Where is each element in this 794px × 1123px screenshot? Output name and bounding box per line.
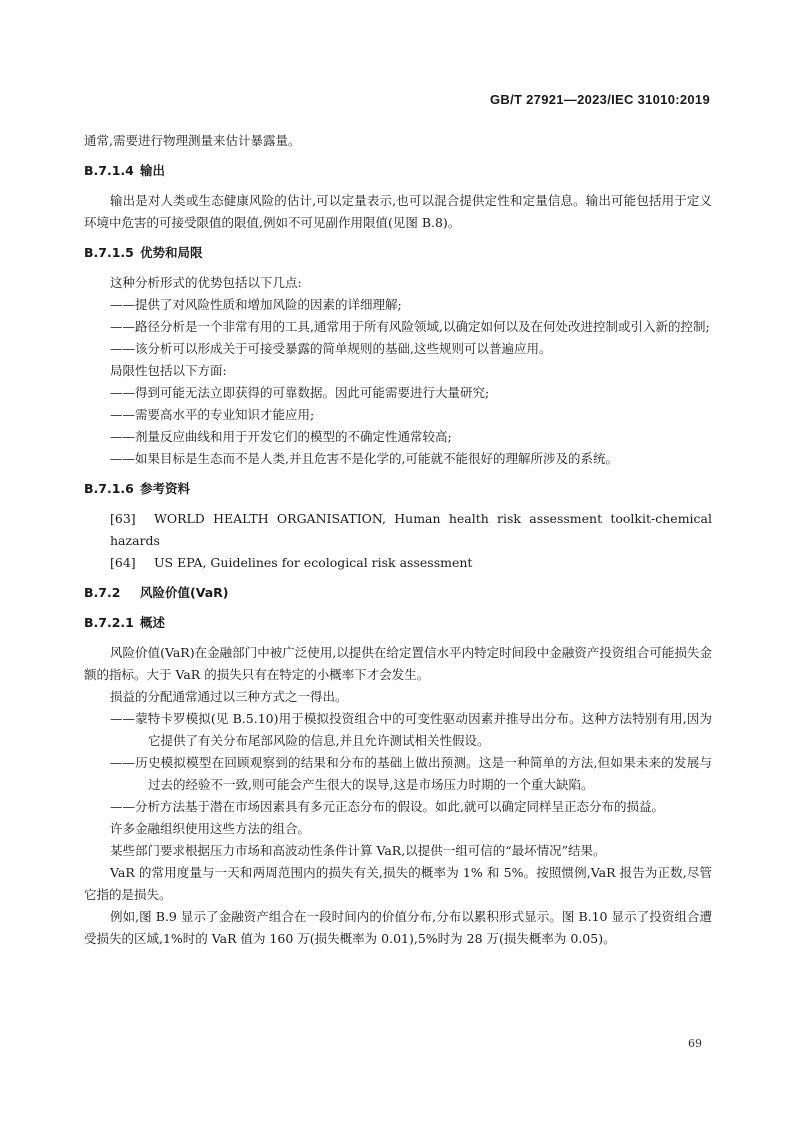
list-item-strength: ——该分析可以形成关于可接受暴露的简单规则的基础,这些规则可以普遍应用。 [110, 341, 552, 356]
heading-number: B.7.2 [84, 585, 121, 600]
page-number: 69 [688, 1037, 702, 1050]
list-item-limit: ——剂量反应曲线和用于开发它们的模型的不确定性通常较高; [110, 429, 452, 444]
heading-b721 [84, 612, 712, 634]
reference-item [84, 508, 712, 552]
standard-number: GB/T 27921—2023/IEC 31010:2019 [489, 92, 710, 107]
heading-title: 参考资料 [140, 481, 191, 496]
heading-title: 概述 [140, 615, 166, 630]
paragraph-var-example: 例如,图 B.9 显示了金融资产组合在一段时间内的价值分布,分布以累积形式显示。图 B.10 显示了投资组合遭受损失的区域,1%时的 VaR 值为 160 万(损失概率为 0.01),5%时为 28 万(损失概率为 0.05)。 [84, 909, 712, 946]
list-item-limit: ——需要高水平的专业知识才能应用; [110, 407, 315, 422]
paragraph-var-measure: VaR 的常用度量与一天和两周范围内的损失有关,损失的概率为 1% 和 5%。按照惯例,VaR 报告为正数,尽管它指的是损失。 [84, 865, 712, 902]
heading-number: B.7.1.6 [84, 481, 134, 496]
heading-number: B.7.1.4 [84, 163, 134, 178]
paragraph-intro: 通常,需要进行物理测量来估计暴露量。 [84, 133, 301, 148]
heading-b714 [84, 160, 712, 182]
reference-text: WORLD HEALTH ORGANISATION, Human health risk assessment toolkit-chemical hazards [110, 511, 712, 548]
list-item-limit: ——得到可能无法立即获得的可靠数据。因此可能需要进行大量研究; [110, 385, 490, 400]
list-item-method: ——历史模拟模型在回顾观察到的结果和分布的基础上做出预测。这是一种简单的方法,但如果未来的发展与过去的经验不一致,则可能会产生很大的误导,这是市场压力时期的一个重大缺陷。 [110, 755, 712, 792]
heading-b72 [84, 582, 712, 604]
list-item-strength: ——路径分析是一个非常有用的工具,通常用于所有风险领域,以确定如何以及在何处改进控制或引入新的控制; [110, 319, 710, 334]
heading-b716 [84, 478, 712, 500]
page-content [84, 130, 712, 950]
list-item-method: ——分析方法基于潜在市场因素具有多元正态分布的假设。如此,就可以确定同样呈正态分布的损益。 [110, 799, 664, 814]
reference-text: US EPA, Guidelines for ecological risk assessment [154, 555, 473, 570]
reference-number: [63] [110, 511, 136, 526]
paragraph-var-distribution: 损益的分配通常通过以三种方式之一得出。 [110, 689, 348, 704]
paragraph-var-definition: 风险价值(VaR)在金融部门中被广泛使用,以提供在给定置信水平内特定时间段中金融资产投资组合可能损失金额的指标。大于 VaR 的损失只有在特定的小概率下才会发生。 [84, 645, 712, 682]
list-item-method: ——蒙特卡罗模拟(见 B.5.10)用于模拟投资组合中的可变性驱动因素并推导出分布。这种方法特别有用,因为它提供了有关分布尾部风险的信息,并且允许测试相关性假设。 [110, 711, 712, 748]
paragraph-var-combination: 许多金融组织使用这些方法的组合。 [110, 821, 311, 836]
reference-number: [64] [110, 555, 136, 570]
paragraph-var-stress: 某些部门要求根据压力市场和高波动性条件计算 VaR,以提供一组可信的“最坏情况”结果。 [110, 843, 606, 858]
heading-title: 优势和局限 [140, 245, 203, 260]
heading-number: B.7.2.1 [84, 615, 134, 630]
heading-title: 风险价值(VaR) [140, 585, 229, 600]
heading-title: 输出 [140, 163, 166, 178]
list-item-strength: ——提供了对风险性质和增加风险的因素的详细理解; [110, 297, 402, 312]
reference-item [84, 552, 712, 574]
heading-number: B.7.1.5 [84, 245, 134, 260]
paragraph-output: 输出是对人类或生态健康风险的估计,可以定量表示,也可以混合提供定性和定量信息。输出可能包括用于定义环境中危害的可接受限值的限值,例如不可见副作用限值(见图 B.8)。 [84, 193, 712, 230]
heading-b715 [84, 242, 712, 264]
paragraph-limits-intro: 局限性包括以下方面: [110, 363, 227, 378]
paragraph-strengths-intro: 这种分析形式的优势包括以下几点: [110, 275, 302, 290]
list-item-limit: ——如果目标是生态而不是人类,并且危害不是化学的,可能就不能很好的理解所涉及的系统。 [110, 451, 618, 466]
